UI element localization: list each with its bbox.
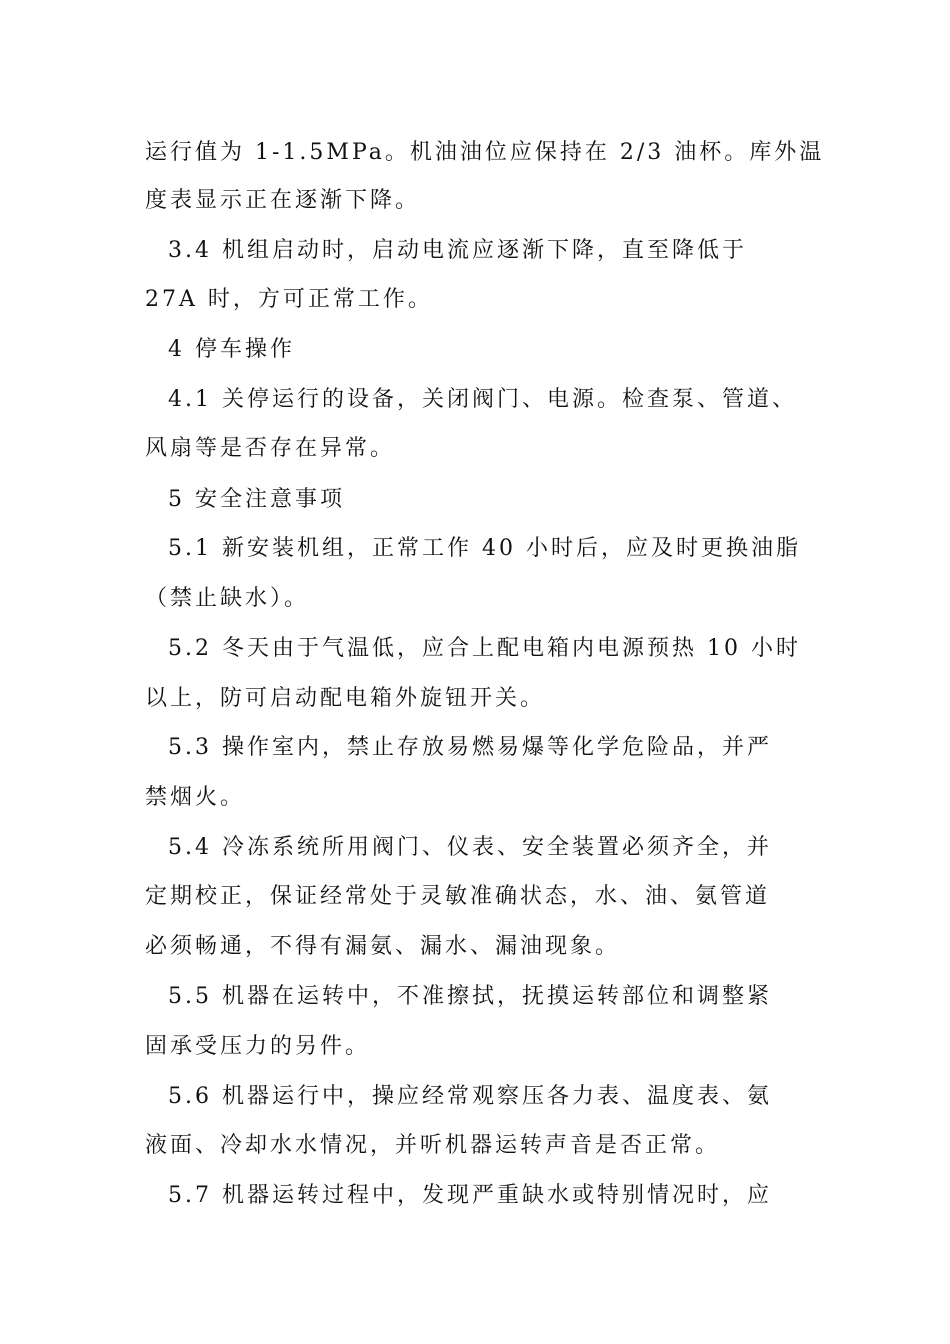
text-line-6: 4.1 关停运行的设备，关闭阀门、电源。检查泵、管道、 [168,387,797,412]
text-line-19: 固承受压力的另件。 [145,1034,371,1059]
text-line-2: 度表显示正在逐渐下降。 [145,188,421,213]
text-line-18: 5.5 机器在运转中，不准擦拭，抚摸运转部位和调整紧 [168,984,772,1009]
text-line-1: 运行值为 1-1.5MPa。机油油位应保持在 2/3 油杯。库外温 [145,140,825,165]
text-line-21: 液面、冷却水水情况，并听机器运转声音是否正常。 [145,1133,721,1158]
text-line-4: 27A 时，方可正常工作。 [145,287,433,312]
text-line-12: 以上，防可启动配电箱外旋钮开关。 [145,686,546,711]
text-line-15: 5.4 冷冻系统所用阀门、仪表、安全装置必须齐全，并 [168,835,772,860]
text-line-22: 5.7 机器运转过程中，发现严重缺水或特别情况时，应 [168,1183,772,1208]
text-line-14: 禁烟火。 [145,785,246,810]
section-heading-5: 5 安全注意事项 [168,487,345,512]
text-line-7: 风扇等是否存在异常。 [145,436,396,461]
text-line-20: 5.6 机器运行中，操应经常观察压各力表、温度表、氨 [168,1084,772,1109]
text-line-3: 3.4 机组启动时，启动电流应逐渐下降，直至降低于 [168,238,747,263]
text-line-10: （禁止缺水）。 [145,586,310,611]
text-line-9: 5.1 新安装机组，正常工作 40 小时后，应及时更换油脂 [168,536,801,561]
text-line-17: 必须畅通，不得有漏氨、漏水、漏油现象。 [145,934,621,959]
section-heading-4: 4 停车操作 [168,337,295,362]
text-line-11: 5.2 冬天由于气温低，应合上配电箱内电源预热 10 小时 [168,636,801,661]
text-line-16: 定期校正，保证经常处于灵敏准确状态，水、油、氨管道 [145,884,771,909]
text-line-13: 5.3 操作室内，禁止存放易燃易爆等化学危险品，并严 [168,735,772,760]
